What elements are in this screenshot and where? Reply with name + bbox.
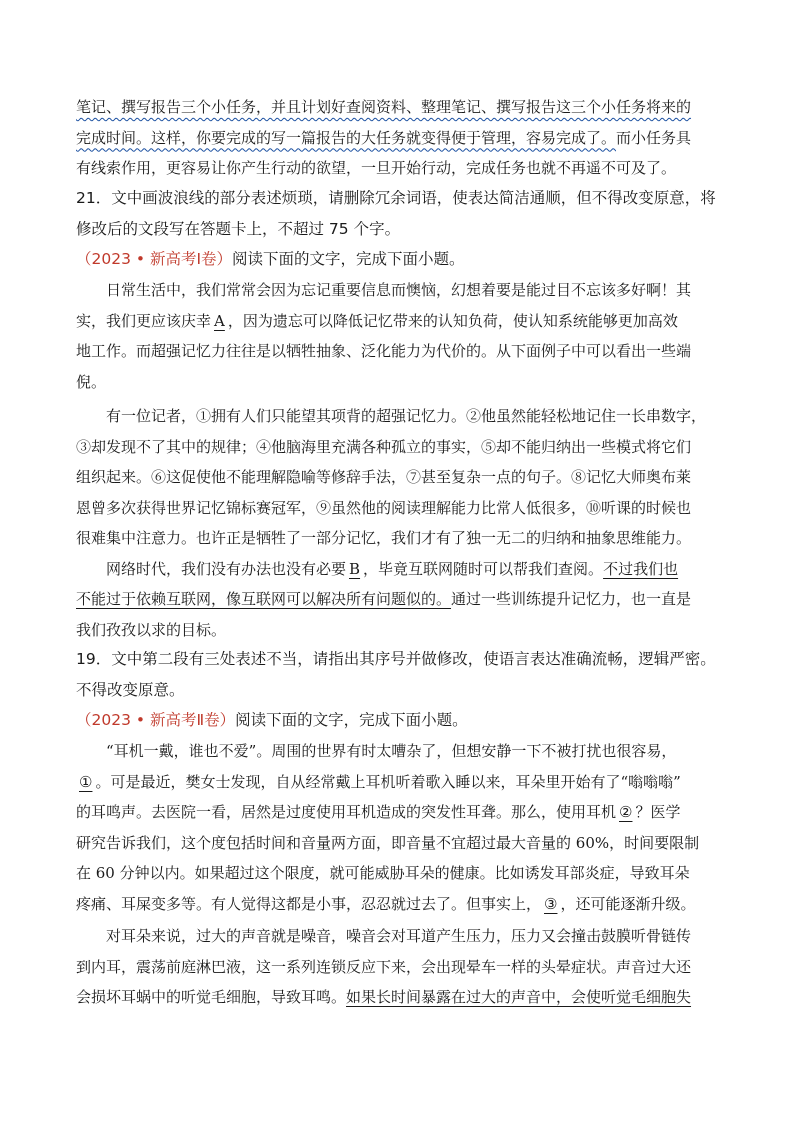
source-heading-1 xyxy=(76,244,726,275)
text-line: “耳机一戴，谁也不爱”。周围的世界有时太嘈杂了，但想安静一下不被打扰也很容易， xyxy=(106,742,677,760)
text-segment: 实，我们更应该庆幸 xyxy=(76,311,212,330)
wavy-underlined-text: 笔记、撰写报告三个小任务，并且计划好查阅资料、整理笔记、撰写报告这三个小任务将来的 xyxy=(76,98,692,116)
text-line xyxy=(76,982,726,1013)
question-line: 19．文中第二段有三处表述不当，请指出其序号并做修改，使语言表达准确流畅，逻辑严密。 xyxy=(76,650,716,668)
text-line: 我们孜孜以求的目标。 xyxy=(76,620,227,639)
passage-2 xyxy=(76,736,726,1013)
text-line xyxy=(76,306,726,337)
question-21 xyxy=(76,183,726,244)
plain-text: 有线索作用，更容易让你产生行动的欲望，一旦开始行动，完成任务也就不再遥不可及了。 xyxy=(76,159,677,177)
text-line: 有一位记者，①拥有人们只能望其项背的超强记忆力。②他虽然能轻松地记住一长串数字， xyxy=(106,407,707,425)
text-line: 研究告诉我们，这个度包括时间和音量两方面，即音量不宜超过最大音量的 60%，时间要限制 xyxy=(76,833,700,852)
blank-a: A xyxy=(214,311,225,330)
text-line xyxy=(76,554,726,585)
underlined-text: 不能过于依赖互联网，像互联网可以解决所有问题似的。 xyxy=(76,590,452,608)
source-label: （2023 • 新高考Ⅱ卷） xyxy=(76,711,236,729)
text-segment: ，毕竟互联网随时可以帮我们查阅。 xyxy=(363,559,604,578)
text-segment: 疼痛、耳屎变多等。有人觉得这都是小事，忍忍就过去了。但事实上， xyxy=(76,894,542,913)
question-19 xyxy=(76,644,726,705)
source-instruction: 阅读下面的文字，完成下面小题。 xyxy=(232,250,465,268)
text-line xyxy=(76,797,726,828)
text-line: 很难集中注意力。也许正是牺牲了一部分记忆，我们才有了独一无二的归纳和抽象思维能力。 xyxy=(76,529,692,547)
text-line: 对耳朵来说，过大的声音就是噪音，噪音会对耳道产生压力，压力又会撞击鼓膜听骨链传 xyxy=(106,927,692,945)
passage-section-1 xyxy=(76,92,726,184)
text-segment: ，还可能逐渐升级。 xyxy=(560,894,696,913)
underlined-text: 不过我们也 xyxy=(603,559,679,578)
wavy-underlined-text: 完成时间。这样，你要完成的写一篇报告的大任务就变得便于管理，容易完成了。 xyxy=(76,128,617,147)
passage-1 xyxy=(76,275,726,645)
text-segment: 网络时代，我们没有办法也没有必要 xyxy=(106,559,347,578)
text-line: 到内耳，震荡前庭淋巴液，这一系列连锁反应下来，会出现晕车一样的头晕症状。声音过大还 xyxy=(76,957,692,976)
source-label: （2023 • 新高考Ⅰ卷） xyxy=(76,250,233,268)
text-segment: 的耳鸣声。去医院一看，居然是过度使用耳机造成的突发性耳聋。那么，使用耳机 xyxy=(76,803,617,821)
text-segment: 。可是最近，樊女士发现，自从经常戴上耳机听着歌入睡以来，耳朵里开始有了“嗡嗡嗡” xyxy=(95,772,681,791)
text-line xyxy=(76,584,726,615)
text-line xyxy=(76,123,726,154)
underlined-text: 如果长时间暴露在过大的声音中，会使听觉毛细胞失 xyxy=(346,988,692,1006)
text-line xyxy=(76,153,726,184)
text-line xyxy=(76,889,726,920)
blank-2: ② xyxy=(619,803,633,821)
text-line xyxy=(76,767,726,798)
text-line: ③却发现不了其中的规律；④他脑海里充满各种孤立的事实，⑤却不能归纳出一些模式将它们 xyxy=(76,437,692,456)
text-segment: ？医学 xyxy=(635,803,681,821)
text-line xyxy=(76,92,726,123)
text-segment: 会损坏耳蜗中的听觉毛细胞，导致耳鸣。 xyxy=(76,988,347,1006)
plain-text: 而小任务具 xyxy=(616,128,692,147)
question-line: 21．文中画波浪线的部分表述烦琐，请删除冗余词语，使表达简洁通顺，但不得改变原意，将 xyxy=(76,189,716,207)
text-line: 在 60 分钟以内。如果超过这个限度，就可能威胁耳朵的健康。比如诱发耳部炎症，导致耳朵 xyxy=(76,864,690,882)
source-instruction: 阅读下面的文字，完成下面小题。 xyxy=(235,711,468,729)
blank-3: ③ xyxy=(544,894,558,913)
text-line: 组织起来。⑥这促使他不能理解隐喻等修辞手法，⑦甚至复杂一点的句子。⑧记忆大师奥布莱 xyxy=(76,468,692,486)
text-line: 日常生活中，我们常常会因为忘记重要信息而懊恼，幻想着要是能过目不忘该多好啊！其 xyxy=(106,281,692,299)
source-heading-2 xyxy=(76,705,726,736)
blank-b: B xyxy=(349,559,361,578)
text-segment: ，因为遗忘可以降低记忆带来的认知负荷，使认知系统能够更加高效 xyxy=(227,311,678,330)
text-line: 恩曾多次获得世界记忆锦标赛冠军，⑨虽然他的阅读理解能力比常人低很多，⑩听课的时候也 xyxy=(76,498,692,517)
text-segment: 通过一些训练提升记忆力，也一直是 xyxy=(451,590,692,608)
text-line: 倪。 xyxy=(76,372,107,391)
blank-1: ① xyxy=(79,772,93,791)
question-line: 不得改变原意。 xyxy=(76,680,185,699)
question-line: 修改后的文段写在答题卡上，不超过 75 个字。 xyxy=(76,219,401,238)
text-line: 地工作。而超强记忆力往往是以牺牲抽象、泛化能力为代价的。从下面例子中可以看出一些端 xyxy=(76,342,692,360)
